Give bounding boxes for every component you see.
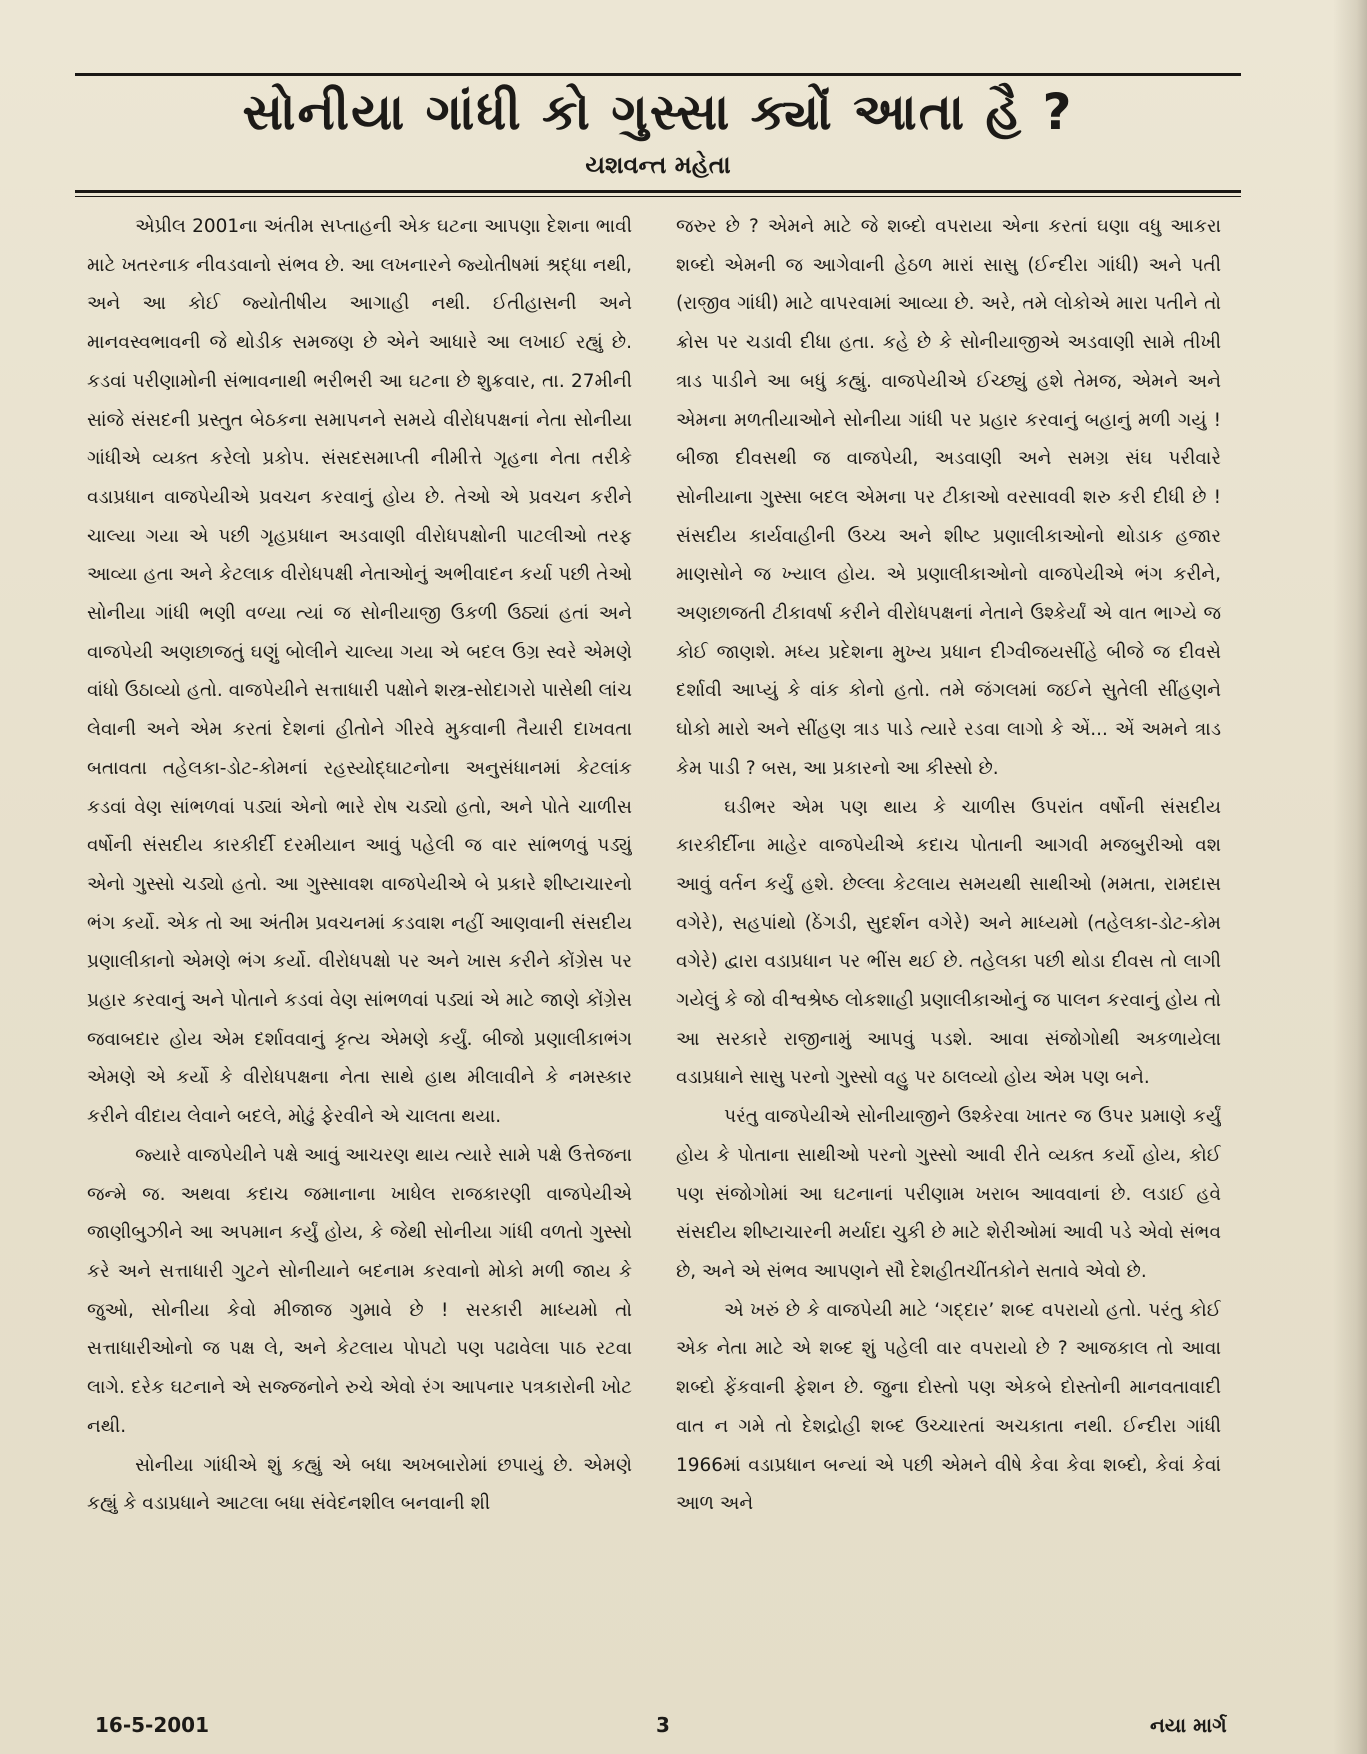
paragraph: જરુર છે ? એમને માટે જે શબ્દો વપરાયા એના કરતાં ઘણા વધુ આકરા શબ્દો એમની જ આગેવાની હેઠળ મારાં સાસુ (ઈન્દીરા ગાંધી) અને પતી (રાજીવ ગાંધી) માટે વાપરવામાં આવ્યા છે. અરે, તમે લોકોએ મારા પતીને તો ક્રોસ પર ચડાવી દીધા હતા. કહે છે કે સોનીયાજીએ અડવાણી સામે તીખી ત્રાડ પાડીને આ બધું કહ્યું. વાજપેયીએ ઈચ્છ્યું હશે તેમજ, એમને અને એમના મળતીયાઓને સોનીયા ગાંધી પર પ્રહાર કરવાનું બહાનું મળી ગયું ! બીજા દીવસથી જ વાજપેયી, અડવાણી અને સમગ્ર સંઘ પરીવારે સોનીયાના ગુસ્સા બદલ એમના પર ટીકાઓ વરસાવવી શરુ કરી દીધી છે ! સંસદીય કાર્યવાહીની ઉચ્ચ અને શીષ્ટ પ્રણાલીકાઓનો થોડાક હજાર માણસોને જ ખ્યાલ હોય. એ પ્રણાલીકાઓનો વાજપેયીએ ભંગ કરીને, અણછાજતી ટીકાવર્ષા કરીને વીરોધપક્ષનાં નેતાને ઉશ્કેર્યાં એ વાત ભાગ્યે જ કોઈ જાણશે. મધ્ય પ્રદેશના મુખ્ય પ્રધાન દીગ્વીજયસીંહે બીજે જ દીવસે દર્શાવી આપ્યું કે વાંક કોનો હતો. તમે જંગલમાં જઈને સુતેલી સીંહણને ઘોકો મારો અને સીંહણ ત્રાડ પાડે ત્યારે રડવા લાગો કે એં... એં અમને ત્રાડ કેમ પાડી ? બસ, આ પ્રકારનો આ કીસ્સો છે.	[676, 216, 1221, 779]
footer-page-number: 3	[656, 1713, 670, 1737]
left-column	[87, 208, 632, 1698]
header-rule-thin	[75, 196, 1241, 197]
paragraph: જ્યારે વાજપેયીને પક્ષે આવું આચરણ થાય ત્યારે સામે પક્ષે ઉત્તેજના જન્મે જ. અથવા કદાચ જમાનાના ખાધેલ રાજકારણી વાજપેયીએ જાણીબુઝીને આ અપમાન કર્યું હોય, કે જેથી સોનીયા ગાંધી વળતો ગુસ્સો કરે અને સત્તાધારી ગુટને સોનીયાને બદનામ કરવાનો મોકો મળી જાય કે જુઓ, સોનીયા કેવો મીજાજ ગુમાવે છે ! સરકારી માધ્યમો તો સત્તાધારીઓનો જ પક્ષ લે, અને કેટલાય પોપટો પણ પઢાવેલા પાઠ રટવા લાગે. દરેક ઘટનાને એ સજ્જનોને રુચે એવો રંગ આપનાર પત્રકારોની ખોટ નથી.	[87, 1144, 632, 1437]
header-rule	[75, 190, 1241, 193]
paragraph: એપ્રીલ 2001ના અંતીમ સપ્તાહની એક ઘટના આપણા દેશના ભાવી માટે ખતરનાક નીવડવાનો સંભવ છે. આ લખનારને જ્યોતીષમાં શ્રદ્ધા નથી, અને આ કોઈ જ્યોતીષીય આગાહી નથી. ઈતીહાસની અને માનવસ્વભાવની જે થોડીક સમજણ છે એને આધારે આ લખાઈ રહ્યું છે. કડવાં પરીણામોની સંભાવનાથી ભરીભરી આ ઘટના છે શુક્રવાર, તા. 27મીની સાંજે સંસદની પ્રસ્તુત બેઠકના સમાપનને સમયે વીરોધપક્ષનાં નેતા સોનીયા ગાંધીએ વ્યક્ત કરેલો પ્રકોપ. સંસદસમાપ્તી નીમીત્તે ગૃહના નેતા તરીકે વડાપ્રધાન વાજપેયીએ પ્રવચન કરવાનું હોય છે. તેઓ એ પ્રવચન કરીને ચાલ્યા ગયા એ પછી ગૃહપ્રધાન અડવાણી વીરોધપક્ષોની પાટલીઓ તરફ આવ્યા હતા અને કેટલાક વીરોધપક્ષી નેતાઓનું અભીવાદન કર્યા પછી તેઓ સોનીયા ગાંધી ભણી વળ્યા ત્યાં જ સોનીયાજી ઉકળી ઉઠ્યાં હતાં અને વાજપેયી અણછાજતું ઘણું બોલીને ચાલ્યા ગયા એ બદલ ઉગ્ર સ્વરે એમણે વાંધો ઉઠાવ્યો હતો. વાજપેયીને સત્તાધારી પક્ષોને શસ્ત્ર-સોદાગરો પાસેથી લાંચ લેવાની અને એમ કરતાં દેશનાં હીતોને ગીરવે મુકવાની તૈયારી દાખવતા બતાવતા તહેલકા-ડોટ-કોમનાં રહસ્યોદ્ઘાટનોના અનુસંધાનમાં કેટલાંક કડવાં વેણ સાંભળવાં પડ્યાં એનો ભારે રોષ ચડ્યો હતો, અને પોતે ચાળીસ વર્ષોની સંસદીય કારકીર્દી દરમીયાન આવું પહેલી જ વાર સાંભળવું પડ્યું એનો ગુસ્સો ચડ્યો હતો. આ ગુસ્સાવશ વાજપેયીએ બે પ્રકારે શીષ્ટાચારનો ભંગ કર્યો. એક તો આ અંતીમ પ્રવચનમાં કડવાશ નહીં આણવાની સંસદીય પ્રણાલીકાનો એમણે ભંગ કર્યો. વીરોધપક્ષો પર અને ખાસ કરીને કોંગ્રેસ પર પ્રહાર કરવાનું અને પોતાને કડવાં વેણ સાંભળવાં પડ્યાં એ માટે જાણે કોંગ્રેસ જવાબદાર હોય એમ દર્શાવવાનું કૃત્ય એમણે કર્યું. બીજો પ્રણાલીકાભંગ એમણે એ કર્યો કે વીરોધપક્ષના નેતા સાથે હાથ મીલાવીને કે નમસ્કાર કરીને વીદાય લેવાને બદલે, મોઢું ફેરવીને એ ચાલતા થયા.	[87, 216, 632, 1128]
paragraph: પરંતુ વાજપેયીએ સોનીયાજીને ઉશ્કેરવા ખાતર જ ઉપર પ્રમાણે કર્યું હોય કે પોતાના સાથીઓ પરનો ગુસ્સો આવી રીતે વ્યક્ત કર્યો હોય, કોઈ પણ સંજોગોમાં આ ઘટનાનાં પરીણામ ખરાબ આવવાનાં છે. લડાઈ હવે સંસદીય શીષ્ટાચારની મર્યાદા ચુકી છે માટે શેરીઓમાં આવી પડે એવો સંભવ છે, અને એ સંભવ આપણને સૌ દેશહીતચીંતકોને સતાવે એવો છે.	[676, 1106, 1221, 1282]
right-column	[676, 208, 1221, 1698]
paragraph: ઘડીભર એમ પણ થાય કે ચાળીસ ઉપરાંત વર્ષોની સંસદીય કારકીર્દીના માહેર વાજપેયીએ કદાચ પોતાની આગવી મજબુરીઓ વશ આવું વર્તન કર્યું હશે. છેલ્લા કેટલાય સમયથી સાથીઓ (મમતા, રામદાસ વગેરે), સહપાંથો (ઠેંગડી, સુદર્શન વગેરે) અને માધ્યમો (તહેલકા-ડોટ-કોમ વગેરે) દ્વારા વડાપ્રધાન પર ભીંસ થઈ છે. તહેલકા પછી થોડા દીવસ તો લાગી ગયેલું કે જો વીશ્વશ્રેષ્ઠ લોકશાહી પ્રણાલીકાઓનું જ પાલન કરવાનું હોય તો આ સરકારે રાજીનામું આપવું પડશે. આવા સંજોગોથી અકળાયેલા વડાપ્રધાને સાસુ પરનો ગુસ્સો વહુ પર ઠાલવ્યો હોય એમ પણ બને.	[676, 796, 1221, 1089]
paragraph: એ ખરું છે કે વાજપેયી માટે ‘ગદ્દાર’ શબ્દ વપરાયો હતો. પરંતુ કોઈ એક નેતા માટે એ શબ્દ શું પહેલી વાર વપરાયો છે ? આજકાલ તો આવા શબ્દો ફેંકવાની ફેશન છે. જુના દોસ્તો પણ એકબે દોસ્તોની માનવતાવાદી વાત ન ગમે તો દેશદ્રોહી શબ્દ ઉચ્ચારતાં અચકાતા નથી. ઈન્દીરા ગાંધી 1966માં વડાપ્રધાન બન્યાં એ પછી એમને વીષે કેવા કેવા શબ્દો, કેવાં કેવાં આળ અને	[676, 1299, 1221, 1515]
footer-date: 16-5-2001	[95, 1713, 210, 1737]
page-binding-edge	[1333, 0, 1367, 1754]
paragraph: સોનીયા ગાંધીએ શું કહ્યું એ બધા અખબારોમાં છપાયું છે. એમણે કહ્યું કે વડાપ્રધાને આટલા બધા સંવેદનશીલ બનવાની શી	[87, 1454, 632, 1515]
article-byline: યશવન્ત મહેતા	[585, 151, 731, 179]
article-headline: સોનીયા ગાંધી કો ગુસ્સા ક્યોં આતા હૈ ?	[242, 83, 1074, 141]
footer-publication-name: નયા માર્ગ	[1150, 1713, 1227, 1737]
top-rule	[75, 73, 1241, 76]
